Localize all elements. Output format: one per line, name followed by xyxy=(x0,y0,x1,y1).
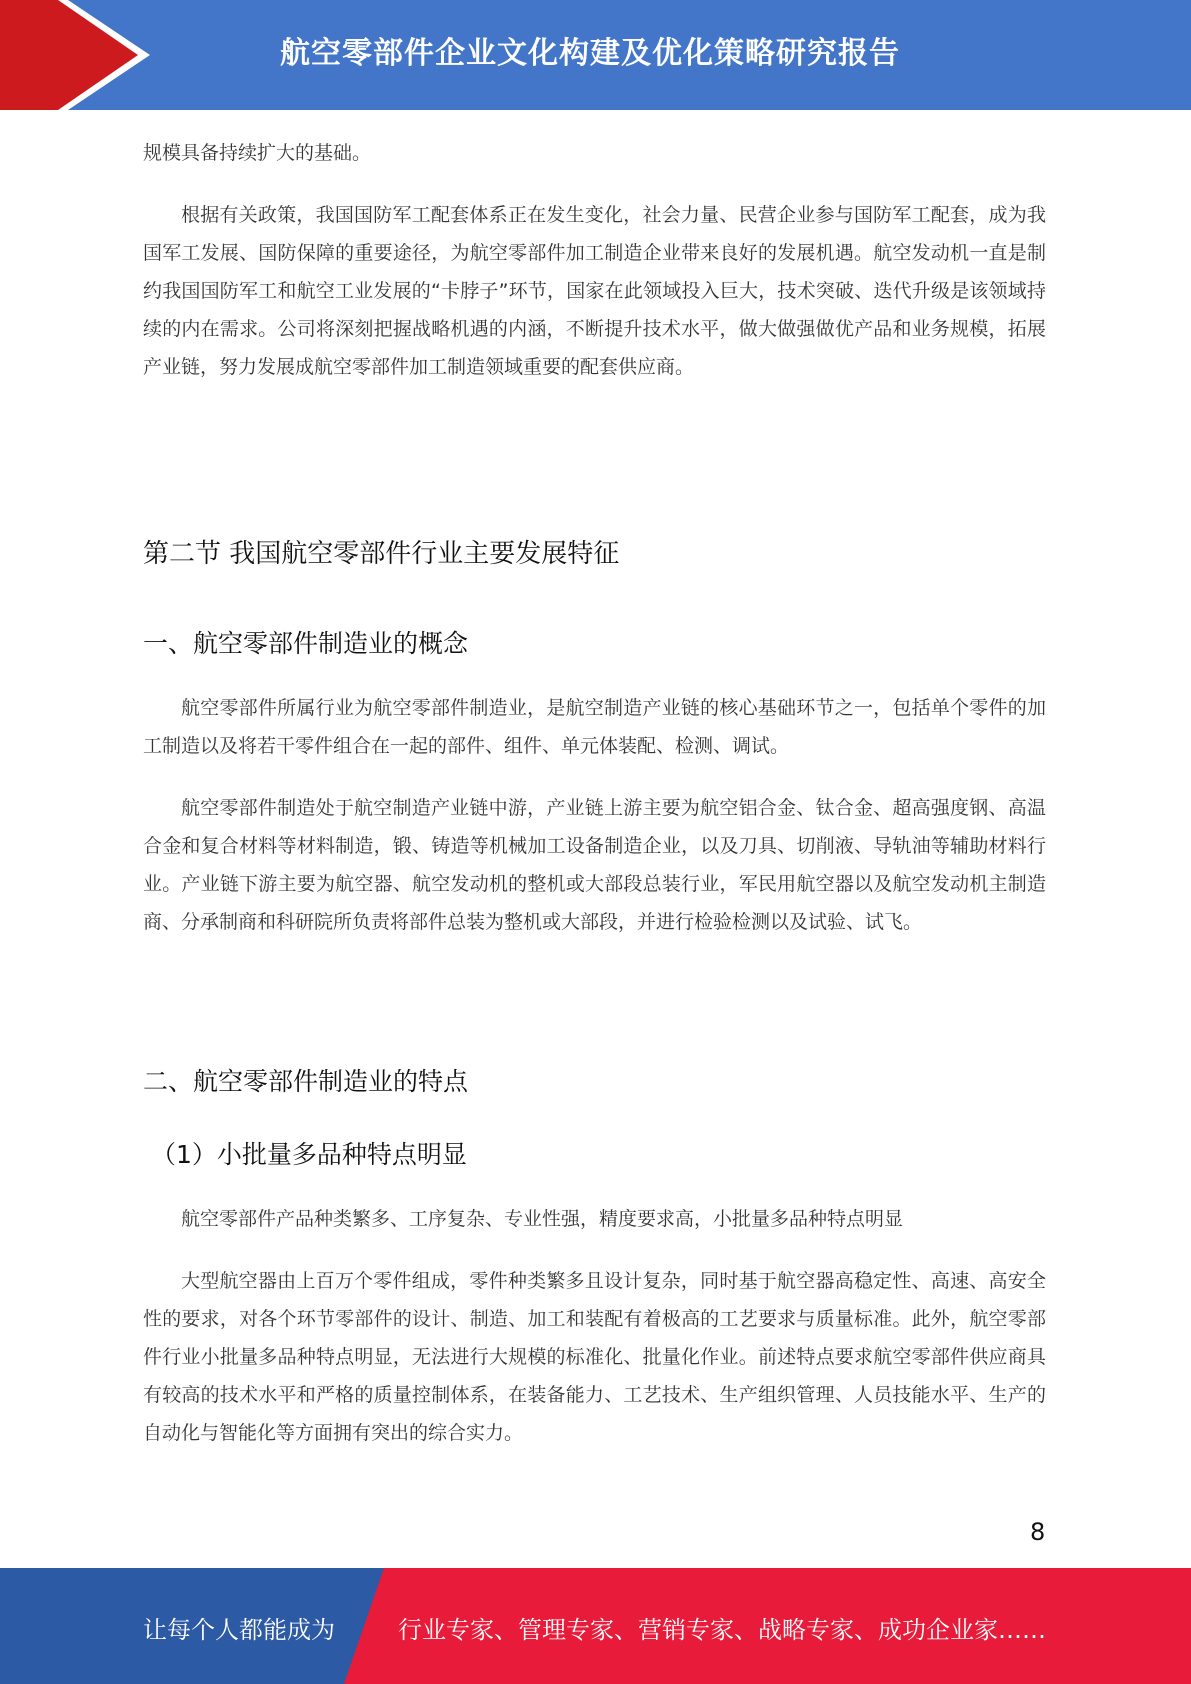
paragraph-6: 大型航空器由上百万个零件组成，零件种类繁多且设计复杂，同时基于航空器高稳定性、高速、高安全性的要求，对各个环节零部件的设计、制造、加工和装配有着极高的工艺要求与质量标准。此外，航空零部件行业小批量多品种特点明显，无法进行大规模的标准化、批量化作业。前述特点要求航空零部件供应商具有较高的技术水平和严格的质量控制体系，在装备能力、工艺技术、生产组织管理、人员技能水平、生产的自动化与智能化等方面拥有突出的综合实力。 xyxy=(143,1270,1046,1444)
paragraph-4: 航空零部件制造处于航空制造产业链中游，产业链上游主要为航空铝合金、钛合金、超高强度钢、高温合金和复合材料等材料制造，锻、铸造等机械加工设备制造企业，以及刀具、切削液、导轨油等辅助材料行业。产业链下游主要为航空器、航空发动机的整机或大部段总装行业，军民用航空器以及航空发动机主制造商、分承制商和科研院所负责将部件总装为整机或大部段，并进行检验检测以及试验、试飞。 xyxy=(143,797,1046,933)
page-header xyxy=(0,0,1191,110)
footer-slogan-left: 让每个人都能成为 xyxy=(143,1616,335,1644)
footer-slogan-right: 行业专家、管理专家、营销专家、战略专家、成功企业家…… xyxy=(398,1616,1046,1644)
page-number: 8 xyxy=(1030,1518,1046,1546)
page-footer xyxy=(0,1568,1191,1684)
section-title: 第二节 我国航空零部件行业主要发展特征 xyxy=(143,539,620,569)
document-title: 航空零部件企业文化构建及优化策略研究报告 xyxy=(280,36,900,71)
paragraph-2: 根据有关政策，我国国防军工配套体系正在发生变化，社会力量、民营企业参与国防军工配套，成为我国军工发展、国防保障的重要途径，为航空零部件加工制造企业带来良好的发展机遇。航空发动机一直是制约我国国防军工和航空工业发展的“卡脖子”环节，国家在此领域投入巨大，技术突破、迭代升级是该领域持续的内在需求。公司将深刻把握战略机遇的内涵，不断提升技术水平，做大做强做优产品和业务规模，拓展产业链，努力发展成航空零部件加工制造领域重要的配套供应商。 xyxy=(143,204,1046,378)
paragraph-3: 航空零部件所属行业为航空零部件制造业，是航空制造产业链的核心基础环节之一，包括单个零件的加工制造以及将若干零件组合在一起的部件、组件、单元体装配、检测、调试。 xyxy=(143,697,1046,757)
heading-small-batch: （1）小批量多品种特点明显 xyxy=(151,1140,467,1169)
heading-concept: 一、航空零部件制造业的概念 xyxy=(143,629,469,658)
heading-features: 二、航空零部件制造业的特点 xyxy=(143,1067,469,1096)
paragraph-1: 规模具备持续扩大的基础。 xyxy=(143,142,372,164)
paragraph-5: 航空零部件产品种类繁多、工序复杂、专业性强，精度要求高，小批量多品种特点明显 xyxy=(181,1208,904,1230)
